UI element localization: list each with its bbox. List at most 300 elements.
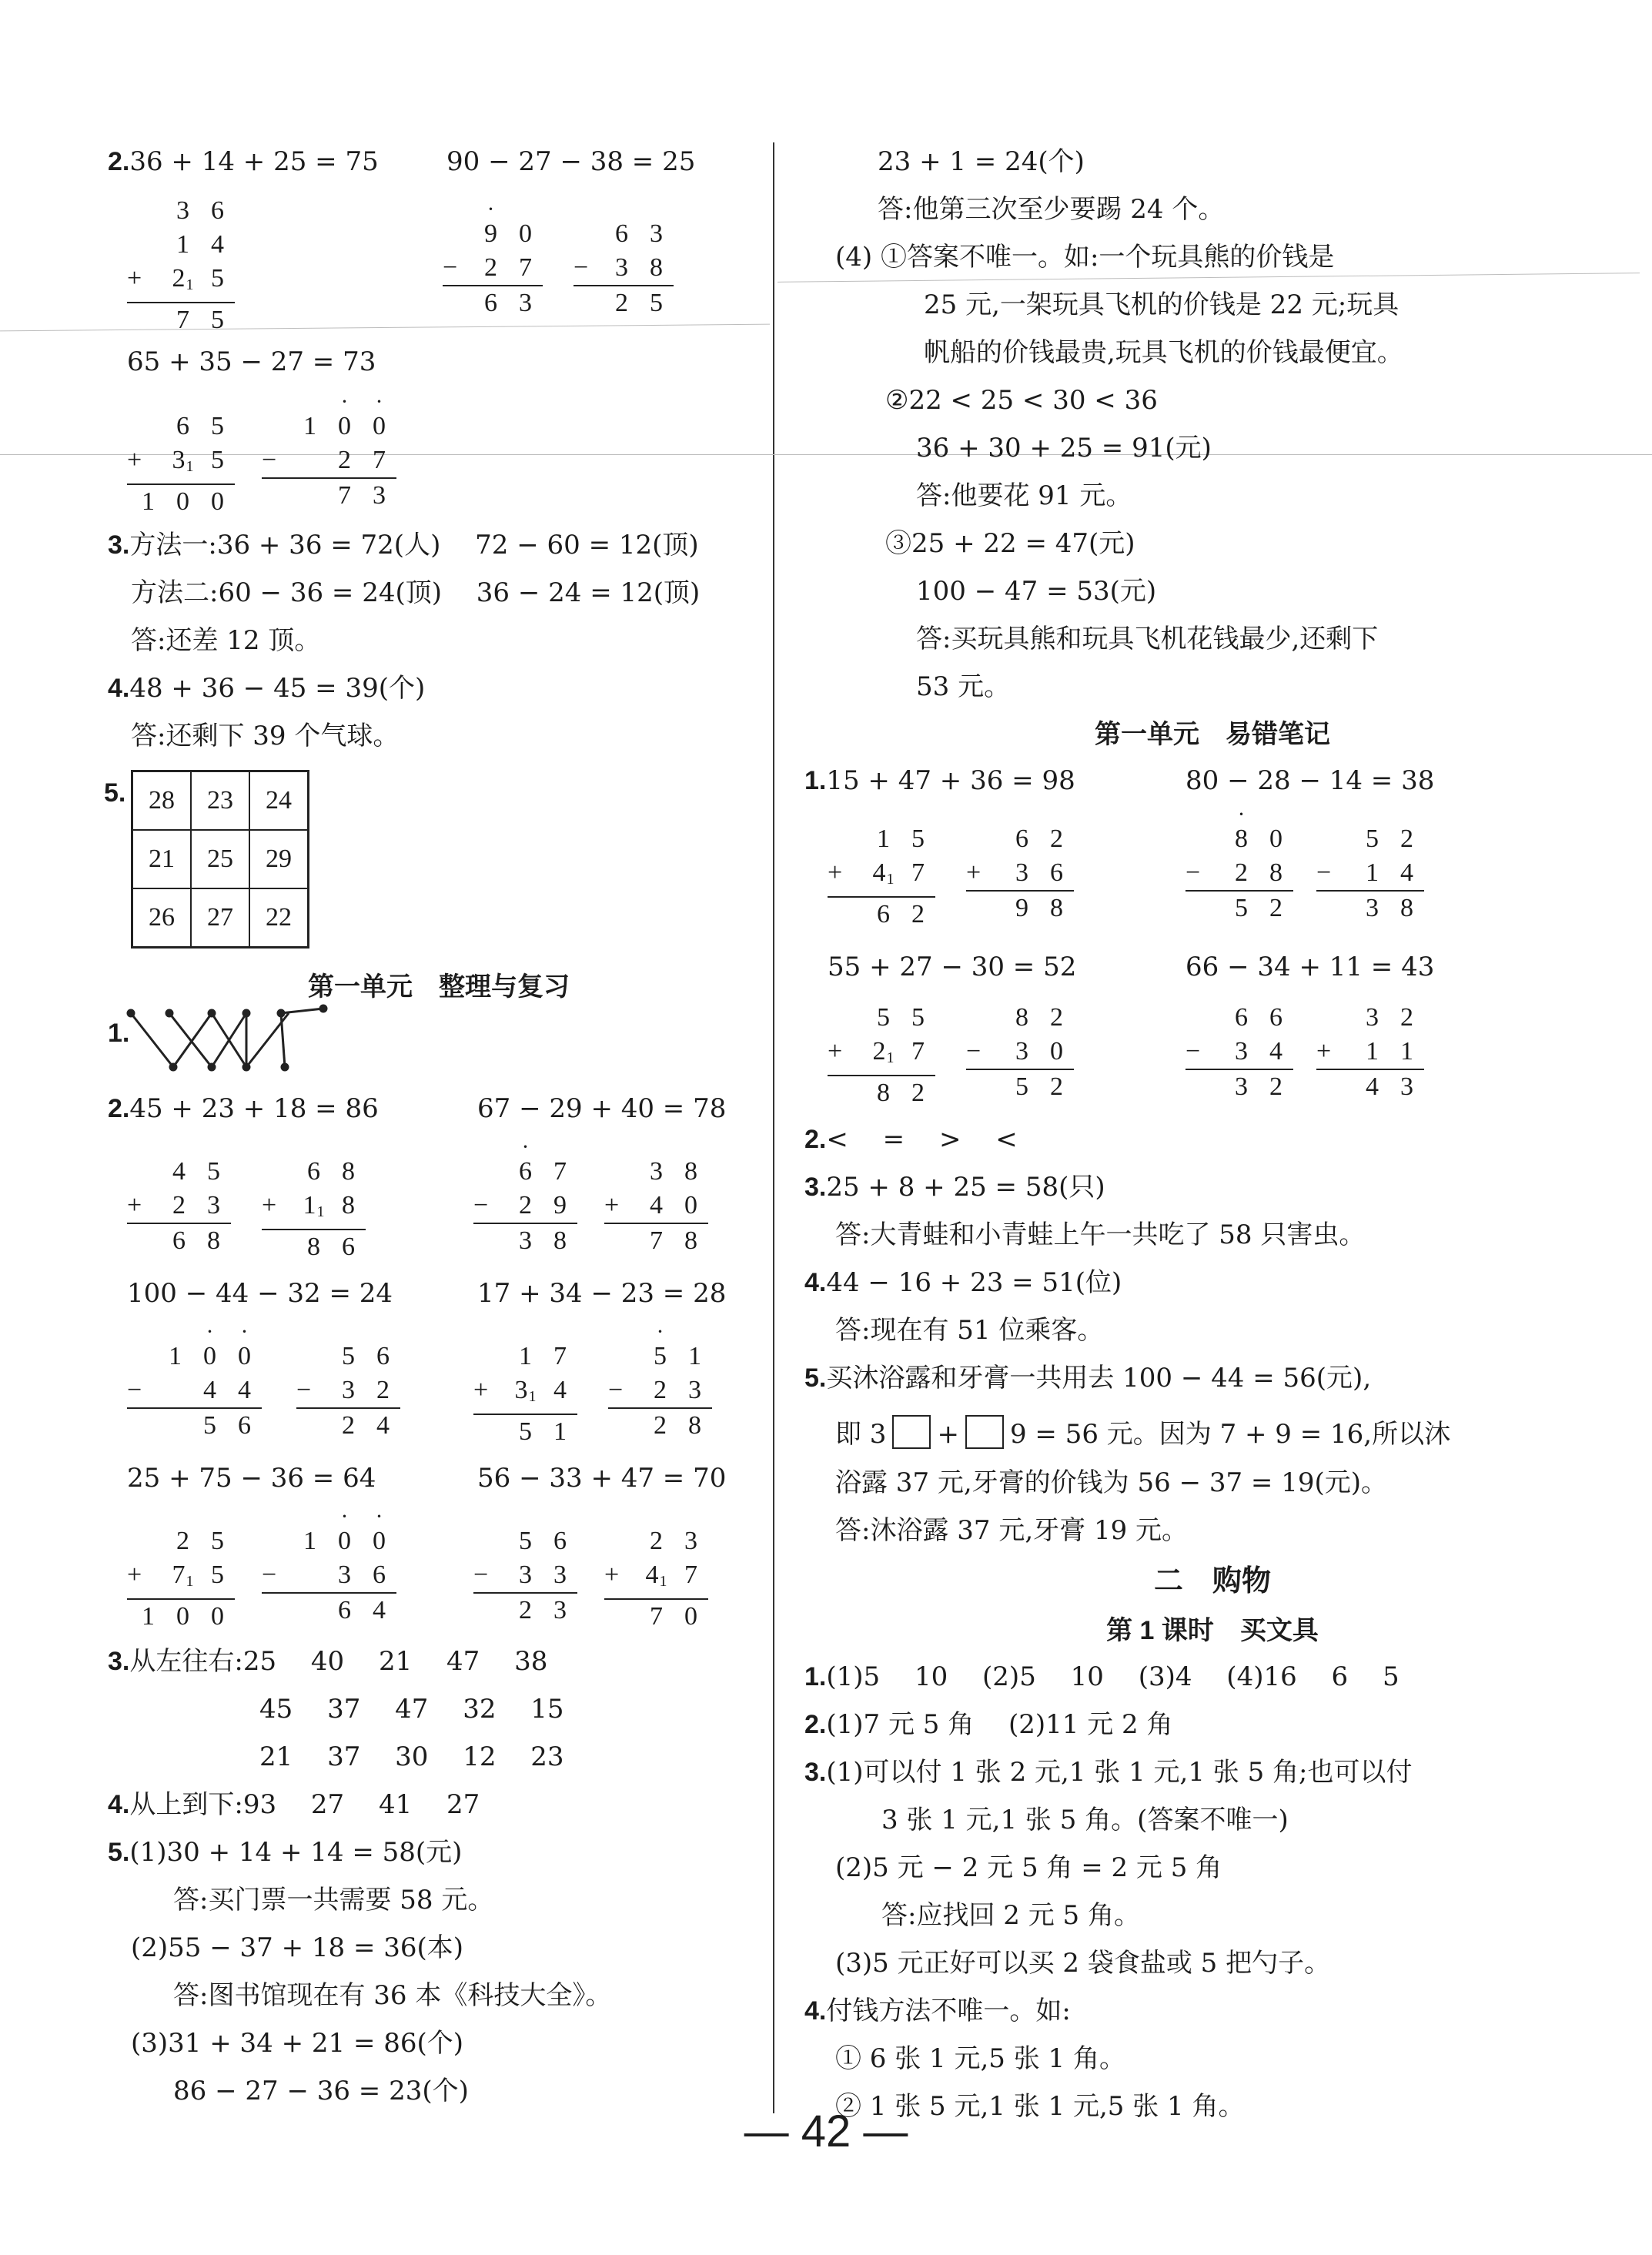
carry-digit: 1 [659,1573,667,1590]
calc-digit: 3 [1015,858,1028,887]
calc-digit: 0 · [227,1340,262,1373]
answer-line: 帆船的价钱最贵,玩具飞机的价钱最便宜。 [924,337,1403,368]
calc-operator: + [604,1561,620,1589]
answer-line: 36 + 30 + 25 = 91(元) [916,433,1212,463]
answer-line: 66 − 34 + 11 = 43 [1185,952,1435,982]
answer-line: 答:他第三次至少要踢 24 个。 [878,194,1225,225]
answer-line: ① 6 张 1 元,5 张 1 角。 [835,2043,1125,2074]
calc-digit: 0 [211,487,224,516]
calc-digit: 8 [650,253,663,282]
calc-row [127,1224,231,1258]
calc-row [127,1558,235,1600]
answer-line: (3)31 + 34 + 21 = 86(个) [131,2028,464,2059]
calc-row [1185,1001,1293,1035]
calc-digit: 7 [553,1342,567,1370]
calc-digit: 11 [303,1191,325,1220]
calc-digit: 3 [338,1561,351,1589]
calc-digit: 5 [211,446,224,474]
calc-digit: 1 [303,412,316,440]
calc-digit: 4 [203,1376,216,1404]
borrow-dot: · [240,1319,249,1344]
calc-digit: 0 [176,487,189,516]
carry-digit: 1 [316,1203,325,1220]
calc-digit: 3 [1366,1003,1379,1032]
vertical-calculation [127,194,235,337]
calc-row [473,1134,577,1189]
calc-row [604,1600,708,1634]
borrow-dot: · [375,1504,383,1529]
calc-digit: 3 [684,1527,697,1555]
magic-square-grid [131,770,309,949]
calc-operator: − [443,253,458,282]
calc-digit: 4 [1400,858,1413,887]
calc-digit: 2 [1400,1003,1413,1032]
calc-digit: 1 [176,230,189,259]
calc-digit: 4 [211,230,224,259]
calc-operator: − [296,1376,312,1404]
vertical-calculation [1185,801,1293,925]
calc-digit: 1 [142,487,155,516]
answer-line: 65 + 35 − 27 = 73 [127,346,376,377]
calc-digit: 8 · [1224,822,1259,856]
calc-row [473,1594,577,1628]
calc-row [127,194,235,228]
vertical-calculation [828,1001,935,1110]
calc-digit: 4 [1366,1072,1379,1101]
answer-line: 1.(1)5 10 (2)5 10 (3)4 (4)16 6 5 [804,1661,1400,1692]
calc-row [828,822,935,856]
calc-digit: 5 [877,1003,890,1032]
answer-line: 答:还剩下 39 个气球。 [131,721,400,751]
calc-digit: 4 [1269,1037,1282,1066]
calc-row [473,1524,577,1558]
calc-digit [131,443,166,483]
calc-digit: 0 · [192,1340,227,1373]
calc-digit: 4 [238,1376,251,1404]
answer-line: 3.从左往右:25 40 21 47 38 [108,1646,548,1677]
calc-row [127,410,235,443]
answer-line: 答:还差 12 顶。 [131,625,321,656]
answer-line: 100 − 47 = 53(元) [916,576,1157,607]
calc-digit: 3 [519,1226,532,1255]
calc-digit: 3 [373,481,386,510]
calc-digit: 7 [373,446,386,474]
vertical-calculation [604,1524,708,1634]
calc-row [296,1409,400,1443]
calc-digit: 6 [376,1342,390,1370]
calc-digit: 3 [207,1191,220,1220]
vertical-calculation [1316,822,1424,925]
calc-row [574,286,674,320]
calc-digit: 2 [484,253,497,282]
grid-cell: 27 [191,888,249,948]
calc-row [1185,801,1293,856]
calc-row [262,479,396,513]
calc-digit: 3 [1366,894,1379,922]
calc-digit: 2 [519,1596,532,1624]
calc-digit: 7 [176,306,189,334]
answer-line: 25 元,一架玩具飞机的价钱是 22 元;玩具 [924,289,1400,320]
calc-digit: 6 [211,196,224,225]
calc-row [966,822,1074,856]
calc-operator: − [966,1037,982,1066]
calc-digit: 5 [211,412,224,440]
answer-line: 2.36 + 14 + 25 = 75 [108,146,379,177]
calc-digit: 7 [650,1602,663,1631]
borrow-dot: · [1237,801,1246,827]
calc-digit: 2 [1050,825,1063,853]
calc-digit: 3 [688,1376,701,1404]
calc-digit [131,410,166,443]
calc-row [127,1155,231,1189]
answer-line: 1.15 + 47 + 36 = 98 [804,765,1075,796]
calc-digit: 2 [650,1527,663,1555]
vertical-calculation [262,1155,366,1264]
calc-digit: 5 [203,1411,216,1440]
carry-digit: 1 [528,1388,537,1405]
calc-digit: 0 [1269,825,1282,853]
calc-digit: 6 [238,1411,251,1440]
calc-digit: 2 [615,289,628,317]
calc-row [1316,1070,1424,1104]
calc-row [127,1319,262,1373]
calc-digit: 3 [519,289,532,317]
answer-line: 答:买玩具熊和玩具飞机花钱最少,还剩下 [916,624,1379,654]
calc-digit: 3 [553,1561,567,1589]
scan-artifact-line [0,454,1652,455]
calc-digit: 31 [172,446,194,475]
calc-digit: 2 [342,1411,355,1440]
calc-operator: − [1185,858,1201,887]
calc-digit: 5 [1366,825,1379,853]
calc-digit: 6 [373,1561,386,1589]
calc-digit: 1 [303,1527,316,1555]
calc-digit: 2 [1269,894,1282,922]
calc-digit: 0 [519,219,532,248]
answer-line: 答:买门票一共需要 58 元。 [173,1885,494,1915]
calc-digit: 1 [169,1342,182,1370]
answer-line: 2.45 + 23 + 18 = 86 [108,1093,379,1124]
calc-digit: 4 [172,1157,186,1186]
calc-digit: 2 [1050,1003,1063,1032]
calc-digit: 2 [1269,1072,1282,1101]
answer-line: 86 − 27 − 36 = 23(个) [173,2076,469,2106]
calc-digit: 5 [211,306,224,334]
answer-line: 90 − 27 − 38 = 25 [446,146,696,177]
calc-digit [158,1373,192,1407]
vertical-calculation [574,217,674,320]
answer-line: 100 − 44 − 32 = 24 [127,1278,393,1309]
calc-digit: 21 [872,1037,895,1066]
calc-row [966,892,1074,925]
calc-row [127,1524,235,1558]
answer-line: 4.48 + 36 − 45 = 39(个) [108,673,426,704]
calc-row [1316,1035,1424,1070]
calc-operator: + [262,1191,277,1220]
vertical-calculation [473,1134,577,1258]
calc-row [127,228,235,262]
answer-line: 2.(1)7 元 5 角 (2)11 元 2 角 [804,1709,1173,1740]
calc-digit: 1 [688,1342,701,1370]
calc-row [443,286,543,320]
vertical-calculation [1316,1001,1424,1104]
vertical-calculation [127,410,235,519]
carry-digit: 1 [186,458,194,475]
calc-operator: + [127,1191,142,1220]
calc-digit: 6 [553,1527,567,1555]
calc-digit: 4 [553,1376,567,1404]
calc-digit: 3 [650,1157,663,1186]
calc-row [1185,1070,1293,1104]
calc-digit: 5 [211,1561,224,1589]
page-number: — 42 — [744,2106,908,2156]
vertical-calculation [443,196,543,320]
calc-digit: 7 [338,481,351,510]
calc-row [262,1155,366,1189]
calc-digit: 41 [872,858,895,888]
grid-cell: 25 [191,830,249,888]
calc-operator: + [828,1037,843,1066]
answer-line: 3.方法一:36 + 36 = 72(人) 72 − 60 = 12(顶) [108,530,699,560]
calc-operator: − [127,1376,142,1404]
calc-digit: 1 [1366,1037,1379,1066]
calc-digit: 1 [519,1342,532,1370]
calc-digit: 7 [519,253,532,282]
calc-operator: + [1316,1037,1332,1066]
calc-operator: + [966,858,982,887]
calc-digit: 6 [342,1233,355,1261]
vertical-calculation [608,1319,712,1443]
blank-box [965,1415,1004,1449]
calc-digit: 5 [650,289,663,317]
carry-digit: 1 [886,871,895,888]
calc-digit: 3 [1235,1037,1248,1066]
calc-digit: 5 [1235,894,1248,922]
calc-row [473,1373,577,1415]
calc-operator: − [473,1191,489,1220]
calc-digit: 2 [911,1079,925,1107]
calc-digit: 5 [519,1417,532,1446]
matching-lines-diagram [123,1001,339,1086]
answer-line: (4) ①答案不唯一。如:一个玩具熊的价钱是 [835,242,1335,273]
calc-row [473,1558,577,1594]
calc-digit: 9 · [473,217,508,251]
calc-digit: 8 [553,1226,567,1255]
calc-digit [131,1524,166,1558]
calc-digit: 8 [1015,1003,1028,1032]
calc-row [262,1189,366,1230]
calc-row [262,1230,366,1264]
calc-digit: 6 [172,1226,186,1255]
calc-row [574,251,674,286]
calc-digit: 6 [615,219,628,248]
answer-line: 80 − 28 − 14 = 38 [1185,765,1435,796]
calc-digit: 7 [684,1561,697,1589]
calc-operator: − [1316,858,1332,887]
calc-row [262,1594,396,1628]
borrow-dot: · [521,1134,530,1159]
calc-digit: 5 [207,1157,220,1186]
calc-row [127,1600,235,1634]
borrow-dot: · [375,389,383,414]
answer-line: 答:图书馆现在有 36 本《科技大全》。 [173,1980,612,2011]
calc-digit: 6 · [508,1155,543,1189]
calc-digit: 3 [1015,1037,1028,1066]
answer-line: 答:沐浴露 37 元,牙膏 19 元。 [835,1515,1189,1546]
calc-digit: 8 [342,1191,355,1220]
calc-operator: − [473,1561,489,1589]
calc-row [127,1409,262,1443]
answer-line: ③25 + 22 = 47(元) [885,528,1135,559]
calc-digit: 8 [207,1226,220,1255]
calc-digit: 5 [1015,1072,1028,1101]
answer-line: 答:大青蛙和小青蛙上午一共吃了 58 只害虫。 [835,1220,1366,1250]
calc-row [127,262,235,303]
answer-line: 浴露 37 元,牙膏的价钱为 56 − 37 = 19(元)。 [835,1467,1388,1498]
calc-digit: 8 [684,1157,697,1186]
calc-operator: − [1185,1037,1201,1066]
calc-row [604,1224,708,1258]
calc-digit: 2 [172,1191,186,1220]
calc-operator: + [127,446,142,474]
scan-artifact-line [778,273,1640,283]
answer-line: ② 1 张 5 元,1 张 1 元,5 张 1 角。 [835,2091,1245,2122]
calc-digit: 2 [1235,858,1248,887]
calc-digit: 9 [1015,894,1028,922]
vertical-calculation [262,1504,396,1628]
calc-row [443,196,543,251]
answer-line: 4.44 − 16 + 23 = 51(位) [804,1267,1122,1298]
answer-line: 答:应找回 2 元 5 角。 [881,1900,1140,1931]
calc-digit: 3 [519,1561,532,1589]
calc-row [296,1340,400,1373]
calc-digit: 6 [176,412,189,440]
vertical-calculation [473,1340,577,1449]
calc-operator: + [828,858,843,887]
calc-digit: 5 · [643,1340,677,1373]
calc-row [604,1524,708,1558]
calc-digit: 6 [1015,825,1028,853]
calc-row [608,1409,712,1443]
answer-line: 3.(1)可以付 1 张 2 元,1 张 1 元,1 张 5 角;也可以付 [804,1757,1413,1788]
calc-digit: 8 [307,1233,320,1261]
calc-digit: 2 [1400,825,1413,853]
answer-line: 5.(1)30 + 14 + 14 = 58(元) [108,1837,463,1868]
calc-row [262,443,396,479]
calc-row [473,1224,577,1258]
answer-line: 53 元。 [916,671,1011,702]
calc-digit: 1 [1400,1037,1413,1066]
answer-line: 56 − 33 + 47 = 70 [477,1463,727,1494]
calc-row [473,1340,577,1373]
unit-heading: 二 购物 [1153,1565,1271,1598]
vertical-calculation [1185,1001,1293,1104]
calc-digit: 6 [484,289,497,317]
section-heading: 第一单元 整理与复习 [308,972,570,1002]
answer-line: 方法二:60 − 36 = 24(顶) 36 − 24 = 12(顶) [131,577,701,608]
calc-row [443,251,543,286]
calc-digit: 5 [211,1527,224,1555]
answer-line: 即 3 + 9 = 56 元。因为 7 + 9 = 16,所以沐 [835,1415,1450,1450]
borrow-dot: · [656,1319,664,1344]
calc-digit [293,443,327,477]
calc-digit: 0 [176,1602,189,1631]
calc-digit: 3 [650,219,663,248]
calc-row [608,1319,712,1373]
calc-row [1316,1001,1424,1035]
calc-row [828,1035,935,1076]
calc-digit: 6 [877,900,890,928]
calc-digit: 6 [338,1596,351,1624]
calc-digit: 2 [376,1376,390,1404]
vertical-calculation [828,822,935,932]
calc-digit: 0 [684,1602,697,1631]
calc-digit: 5 [911,825,925,853]
calc-digit: 2 [654,1411,667,1440]
calc-digit: 7 [650,1226,663,1255]
answer-line: 21 37 30 12 23 [259,1741,564,1772]
calc-row [604,1558,708,1600]
calc-row [1185,856,1293,892]
answer-line: 4.付钱方法不唯一。如: [804,1996,1071,2026]
calc-digit: 6 [1050,858,1063,887]
calc-row [966,1001,1074,1035]
calc-digit: 0 [684,1191,697,1220]
calc-digit: 5 [519,1527,532,1555]
scan-artifact-line [0,324,770,332]
answer-line: 23 + 1 = 24(个) [878,146,1085,177]
calc-row [966,1035,1074,1070]
calc-row [127,1189,231,1224]
calc-row [1185,1035,1293,1070]
calc-operator: + [127,264,142,293]
calc-digit: 4 [373,1596,386,1624]
question-number: 1. [108,1019,130,1048]
calc-digit: 31 [514,1376,537,1405]
answer-line: (3)5 元正好可以买 2 袋食盐或 5 把勺子。 [835,1948,1331,1979]
calc-row [262,389,396,443]
answer-line: 2.< = > < [804,1124,1018,1155]
calc-digit: 5 [211,264,224,293]
calc-digit [293,479,327,513]
calc-digit [158,1409,192,1443]
question-number: 5. [104,778,126,808]
calc-digit: 7 [911,1037,925,1066]
lesson-heading: 第 1 课时 买文具 [1106,1616,1319,1645]
calc-digit: 0 · [362,1524,396,1558]
calc-row [473,1189,577,1224]
calc-row [1185,892,1293,925]
calc-digit: 0 · [327,410,362,443]
calc-digit: 2 [519,1191,532,1220]
calc-digit: 71 [172,1561,194,1590]
calc-row [608,1373,712,1409]
calc-row [127,1373,262,1409]
calc-row [966,856,1074,892]
calc-row [828,898,935,932]
calc-row [828,1076,935,1110]
answer-line: 17 + 34 − 23 = 28 [477,1278,727,1309]
borrow-dot: · [340,389,349,414]
vertical-calculation [127,1155,231,1258]
answer-line: (2)55 − 37 + 18 = 36(本) [131,1932,464,1963]
calc-operator: − [574,253,589,282]
answer-line: 25 + 75 − 36 = 64 [127,1463,376,1494]
carry-digit: 1 [886,1049,895,1066]
calc-row [473,1415,577,1449]
calc-row [127,303,235,337]
calc-digit: 6 [1269,1003,1282,1032]
